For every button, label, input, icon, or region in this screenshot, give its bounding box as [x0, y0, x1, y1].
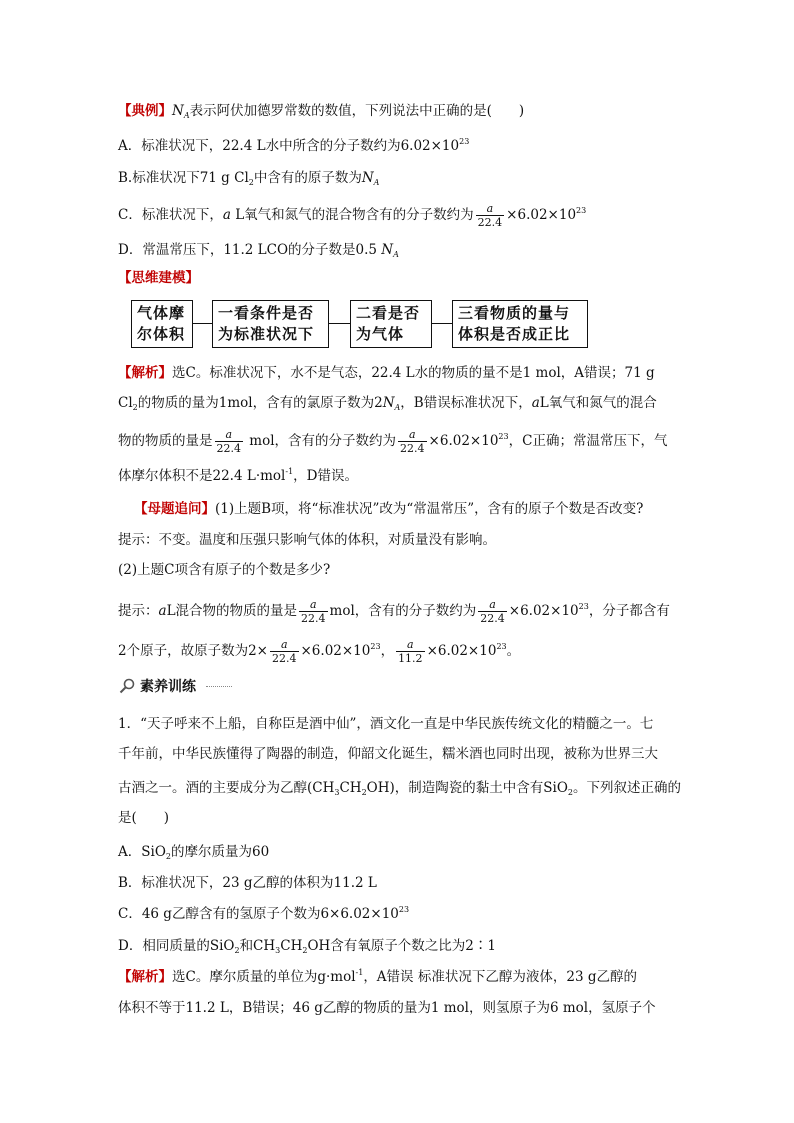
example-option-a: A．标准状况下，22.4 L水中所含的分子数约为$6.02\times 10^{23}$ [118, 137, 470, 154]
training-option-d: D．相同质量的SiO$_2$和$CH_3CH_2OH$含有氧原子个数之比为2∶1 [118, 938, 496, 955]
followup-q1: 【母题追问】(1)上题B项，将“标准状况”改为“常温常压”，含有的原子个数是否改变? [134, 501, 644, 517]
training-analysis-line-1: 【解析】选C。摩尔质量的单位为g·mol$^{-1}$，A错误 标准状况下乙醇为液体，23 g乙醇的 [118, 968, 637, 985]
analysis-line-4: 体摩尔体积不是22.4 L·mol$^{-1}$，D错误。 [118, 467, 358, 484]
model-box-3: 二看是否 为气体 [350, 300, 432, 348]
analysis-line-1: 【解析】选C。标准状况下，水不是气态，22.4 L水的物质的量不是1 mol，A错误；71 g [118, 365, 655, 381]
training-heading: 素养训练 [140, 679, 196, 695]
model-connector [329, 323, 350, 324]
training-analysis-line-2: 体积不等于11.2 L，B错误；46 g乙醇的物质的量为1 mol，则氢原子为6 mol，氢原子个 [118, 1000, 656, 1016]
model-box-1: 气体摩 尔体积 [131, 300, 193, 348]
followup-q2: (2)上题C项含有原子的个数是多少? [118, 562, 331, 578]
fraction: $\frac{a}{22.4}$ [400, 428, 425, 455]
fraction: $\frac{a}{22.4}$ [272, 638, 297, 665]
training-q-line-4: 是( ) [118, 810, 170, 826]
example-option-d: D．常温常压下，11.2 LCO的分子数是0.5 $N_A$ [118, 242, 399, 259]
training-q-line-1: 1．“天子呼来不上船，自称臣是酒中仙”，酒文化一直是中华民族传统文化的精髓之一。七 [118, 716, 654, 732]
fraction: $\frac{a}{11.2}$ [398, 638, 423, 665]
followup-a1: 提示：不变。温度和压强只影响气体的体积，对质量没有影响。 [118, 532, 496, 548]
example-option-b: B.标准状况下71 g $Cl_2$中含有的原子数为$N_A$ [118, 170, 380, 187]
analysis-line-2: $Cl_2$的物质的量为1mol，含有的氯原子数为$2N_A$，B错误标准状况下，aL氧气和氮气的混合 [118, 395, 657, 412]
training-q-line-3: 古酒之一。酒的主要成分为乙醇$(CH_3CH_2OH)$，制造陶瓷的黏土中含有SiO$_2$。下列叙述正确的 [118, 780, 682, 797]
example-stem: 【典例】$N_A$表示阿伏加德罗常数的数值，下列说法中正确的是( ) [118, 103, 525, 120]
fraction: $\frac{a}{22.4}$ [216, 428, 241, 455]
training-option-c: C．46 g乙醇含有的氢原子个数为$6\times 6.02\times 10^{23}$ [118, 905, 410, 922]
training-q-line-2: 千年前，中华民族懂得了陶器的制造，仰韶文化诞生，糯米酒也同时出现，被称为世界三大 [118, 746, 658, 762]
example-tag: 【典例】 [118, 103, 172, 119]
fraction: $\frac{a}{22.4}$ [301, 598, 326, 625]
followup-a2-line-2: 2个原子，故原子数为2× $\frac{a}{22.4}$ $\times 6.02\times 10^{23}$， $\frac{a}{11.2}$ $\times 6.02\times 10^{23}$。 [118, 638, 521, 665]
model-box-4: 三看物质的量与 体积是否成正比 [452, 300, 588, 348]
model-heading: 【思维建模】 [118, 270, 199, 286]
heading-decoration [206, 686, 232, 687]
magnifier-icon [119, 678, 135, 694]
training-option-b: B．标准状况下，23 g乙醇的体积为11.2 L [118, 875, 377, 891]
model-connector [193, 323, 212, 324]
training-option-a: A．SiO$_2$的摩尔质量为60 [118, 844, 270, 861]
fraction: $\frac{a}{22.4}$ [480, 598, 505, 625]
fraction: $\frac{a}{22.4}$ [477, 202, 503, 229]
analysis-line-3: 物的物质的量是 $\frac{a}{22.4}$ mol，含有的分子数约为 $\frac{a}{22.4}$ $\times 6.02\times 10^{23}$，C正确；常温常压下，气 [118, 428, 668, 455]
model-box-2: 一看条件是否 为标准状况下 [212, 300, 329, 348]
followup-a2-line-1: 提示：aL混合物的物质的量是 $\frac{a}{22.4}$ mol，含有的分子数约为 $\frac{a}{22.4}$ $\times 6.02\times 10^{23}$，分子都含有 [118, 598, 670, 625]
model-connector [432, 323, 452, 324]
example-option-c: C．标准状况下，a L氧气和氮气的混合物含有的分子数约为 $\frac{a}{22.4}$ $\times 6.02\times 10^{23}$ [118, 202, 587, 229]
